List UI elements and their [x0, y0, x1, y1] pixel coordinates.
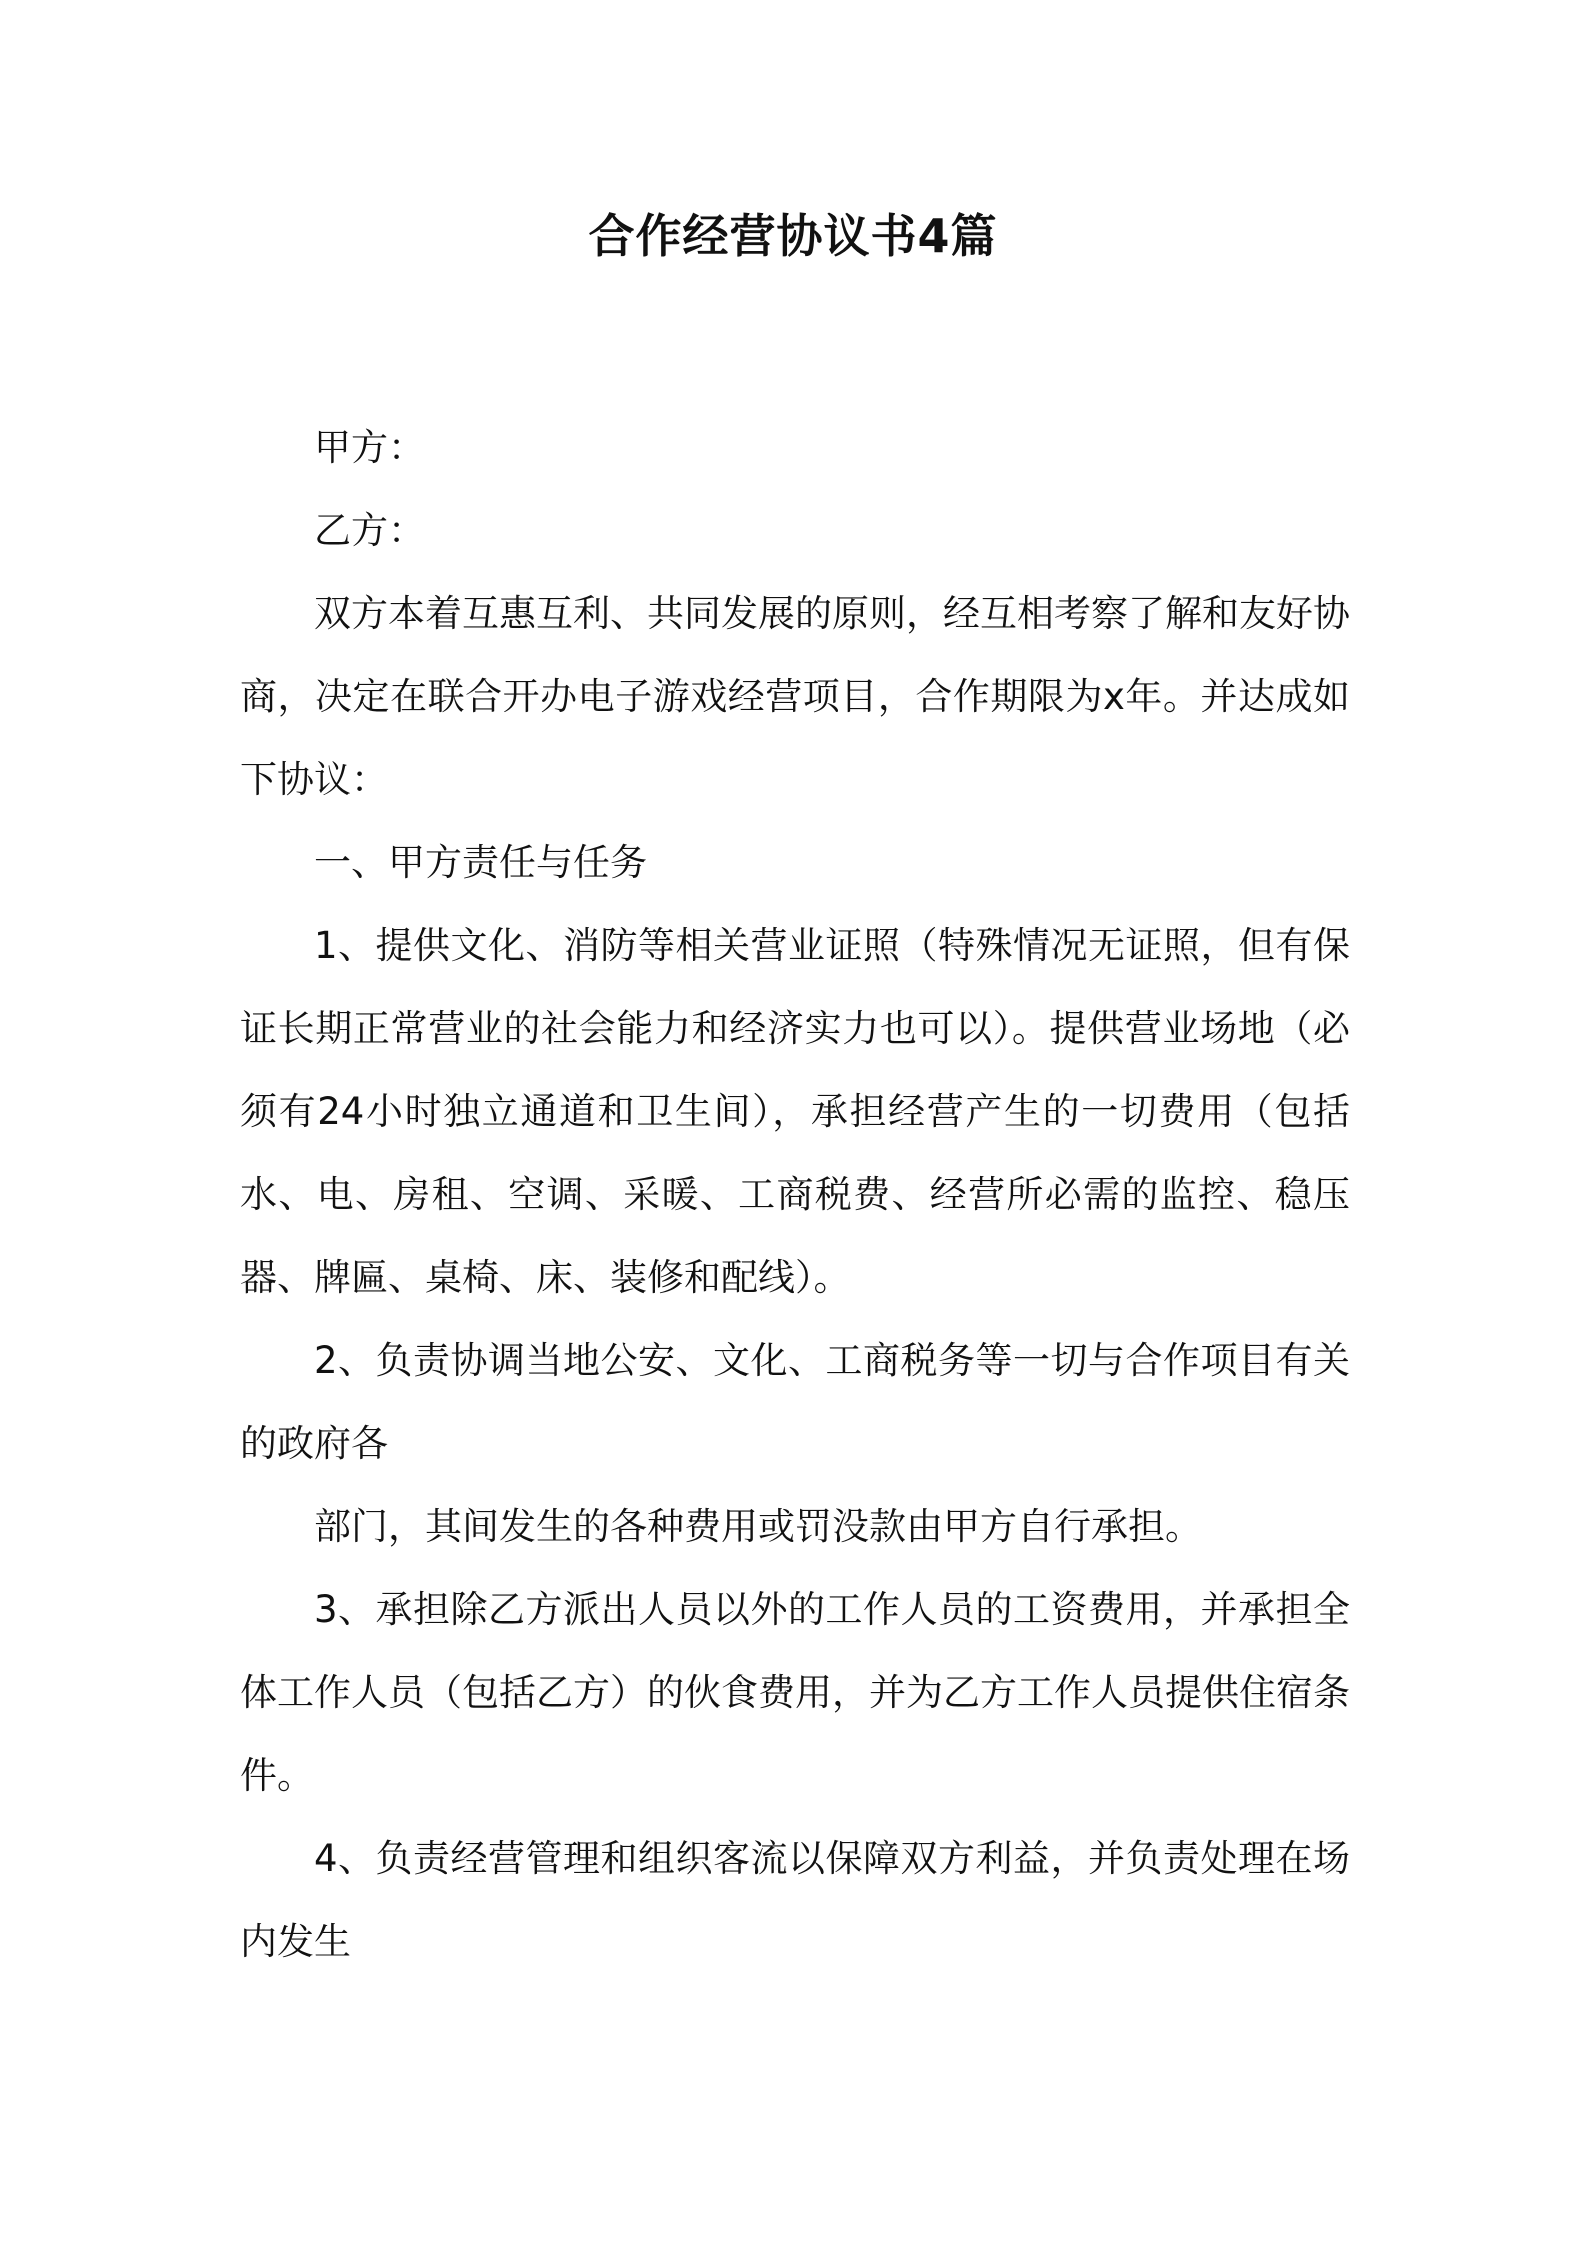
clause-2-continuation: 部门，其间发生的各种费用或罚没款由甲方自行承担。: [314, 1505, 1202, 1548]
party-a-line: 甲方：: [314, 426, 425, 469]
clause-1-paragraph: 1、提供文化、消防等相关营业证照（特殊情况无证照，但有保证长期正常营业的社会能力和经济实力也可以）。提供营业场地（必须有24小时独立通道和卫生间），承担经营产生的一切费用（包括水、电、房租、空调、采暖、工商税费、经营所必需的监控、稳压器、牌匾、桌椅、床、装修和配线）。: [240, 924, 1350, 1299]
clause-2-paragraph: 2、负责协调当地公安、文化、工商税务等一切与合作项目有关的政府各: [240, 1339, 1350, 1465]
document-title: 合作经营协议书4篇: [588, 209, 998, 263]
document-body: [240, 406, 1350, 1983]
clause-3-paragraph: 3、承担除乙方派出人员以外的工作人员的工资费用，并承担全体工作人员（包括乙方）的伙食费用，并为乙方工作人员提供住宿条件。: [240, 1588, 1350, 1797]
clause-4-paragraph: 4、负责经营管理和组织客流以保障双方利益，并负责处理在场内发生: [240, 1837, 1350, 1963]
preamble-paragraph: 双方本着互惠互利、共同发展的原则，经互相考察了解和友好协商，决定在联合开办电子游戏经营项目，合作期限为x年。并达成如下协议：: [240, 592, 1350, 801]
section-heading-party-a: 一、甲方责任与任务: [314, 841, 647, 884]
party-b-line: 乙方：: [314, 509, 425, 552]
